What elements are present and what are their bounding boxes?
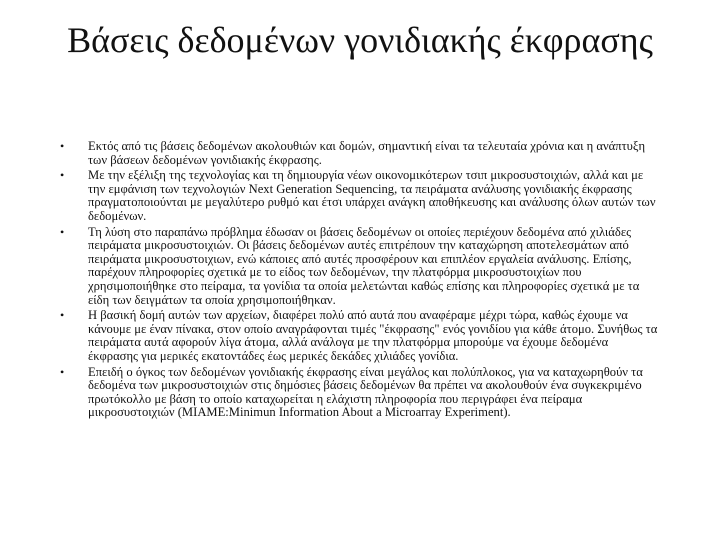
bullet-list (60, 140, 660, 422)
bullet-dot-icon: • (60, 364, 65, 379)
bullet-text: Με την εξέλιξη της τεχνολογίας και τη δημιουργία νέων οικονομικότερων τσιπ μικροσυστοιχιών, αλλά και με την εμφάνιση των τεχνολογιών Next Generation Sequencing, τα πειράματα ανάλυσης γονιδιακής έκφρασης πραγματοποιούνται με μεγαλύτερο ρυθμό και έτσι υπάρχει ανάγκη αποθήκευσης και ανάλυσης όλων αυτών των δεδομένων. (88, 168, 656, 223)
bullet-item (60, 226, 660, 308)
bullet-item (60, 169, 660, 223)
bullet-item (60, 366, 660, 420)
bullet-item (60, 309, 660, 363)
bullet-text: Η βασική δομή αυτών των αρχείων, διαφέρει πολύ από αυτά που αναφέραμε μέχρι τώρα, καθώς έχουμε να κάνουμε με έναν πίνακα, στον οποίο αναγράφονται τιμές "έκφρασης" ενός γονιδίου για κάθε άτομο. Συνήθως τα πειράματα αυτά αφορούν λίγα άτομα, αλλά ανάλογα με την πλατφόρμα μπορούμε να έχουμε δεδομένα έκφρασης για μερικές εκατοντάδες έως μερικές δεκάδες χιλιάδες γονίδια. (88, 308, 658, 363)
bullet-item (60, 140, 660, 167)
slide-title: Βάσεις δεδομένων γονιδιακής έκφρασης (67, 20, 653, 60)
bullet-text: Εκτός από τις βάσεις δεδομένων ακολουθιών και δομών, σημαντική είναι τα τελευταία χρόνια και η ανάπτυξη των βάσεων δεδομένων γονιδιακής έκφρασης. (88, 139, 646, 167)
bullet-dot-icon: • (60, 224, 65, 239)
bullet-text: Επειδή ο όγκος των δεδομένων γονιδιακής έκφρασης είναι μεγάλος και πολύπλοκος, για να καταχωρηθούν τα δεδομένα των μικροσυστοιχιών στις δημόσιες βάσεις δεδομένων θα πρέπει να ακολουθούν ένα συγκεκριμένο πρωτόκολλο με βάση το οποίο καταχωρείται η ελάχιστη πληροφορία που περιγράφει ένα πείραμα μικροσυστοιχιών (MIAME:Minimun Information About a Microarray Experiment). (88, 364, 643, 420)
bullet-text: Τη λύση στο παραπάνω πρόβλημα έδωσαν οι βάσεις δεδομένων οι οποίες περιέχουν δεδομένα από χιλιάδες πειράματα μικροσυστοιχιών. Οι βάσεις δεδομένων αυτές επιτρέπουν την καταχώρηση αποτελεσμάτων από πειράματα μικροσυστοιχιων, ενώ κάποιες από αυτές προσφέρουν και επιπλέον εργαλεία ανάλυσης. Επίσης, παρέχουν πληροφορίες σχετικά με το είδος των δεδομένων, την πλατφόρμα μικροσυστοιχίων που χρησιμοποιήθηκε στο πείραμα, τα γονίδια τα οποία μελετώνται καθώς επίσης και πληροφορίες σχετικά με τα είδη των δειγμάτων τα οποία χρησιμοποιήθηκαν. (88, 224, 640, 307)
bullet-dot-icon: • (60, 308, 65, 323)
bullet-dot-icon: • (60, 168, 65, 183)
bullet-dot-icon: • (60, 139, 65, 153)
